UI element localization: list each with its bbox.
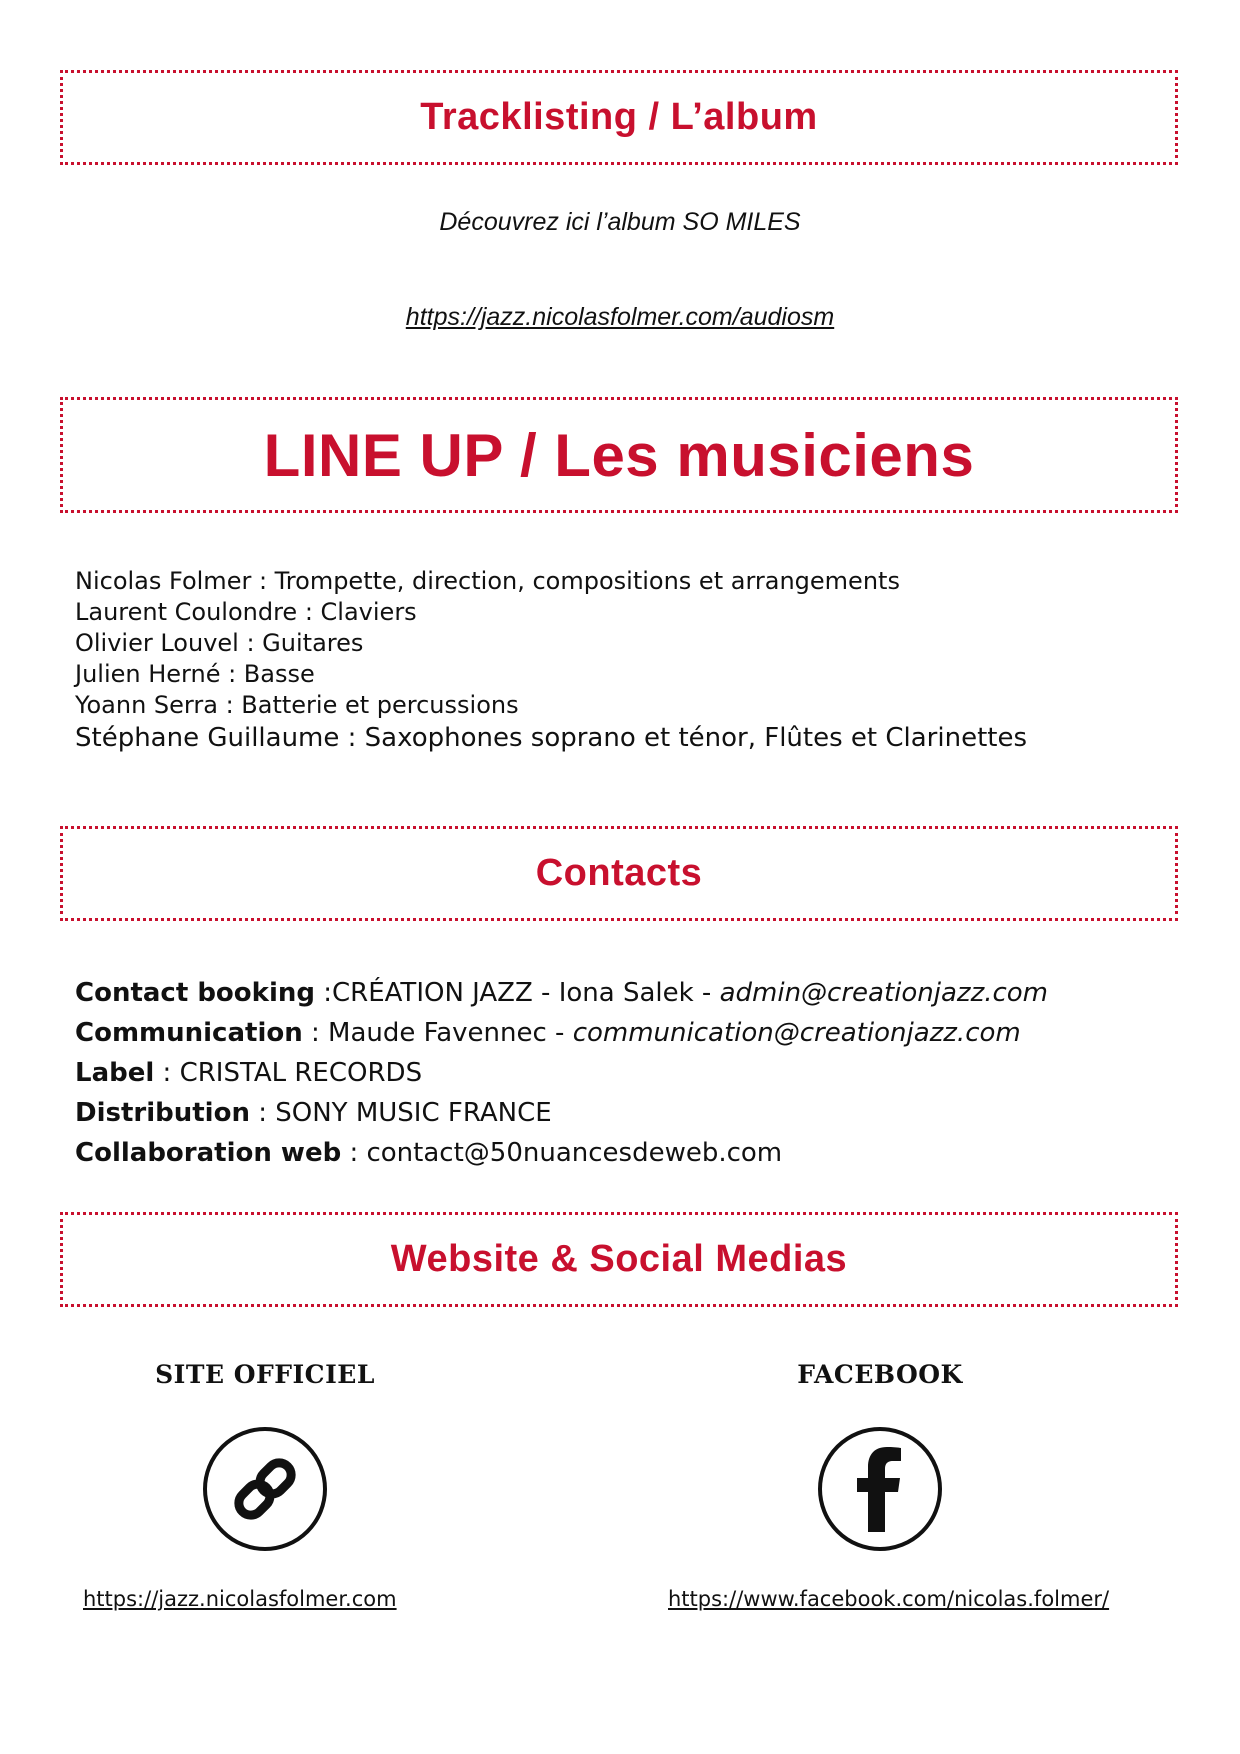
social-header-box: [60, 1212, 1178, 1307]
facebook-url[interactable]: https://www.facebook.com/nicolas.folmer/: [668, 1587, 1110, 1611]
musician-item: Laurent Coulondre : Claviers: [75, 598, 417, 626]
contact-distribution-row: [75, 1093, 1195, 1133]
lineup-header-box: [60, 397, 1178, 513]
site-officiel-label: SITE OFFICIEL: [155, 1360, 375, 1389]
contact-booking-sep: :: [314, 978, 333, 1008]
contacts-title: Contacts: [535, 852, 703, 894]
facebook-label: FACEBOOK: [797, 1360, 963, 1389]
contacts-list: [75, 973, 1195, 1173]
contact-communication-label: Communication: [75, 1018, 303, 1048]
contact-communication-row: [75, 1013, 1195, 1053]
contact-booking-value: CRÉATION JAZZ - Iona Salek -: [332, 978, 720, 1008]
contact-distribution-value: SONY MUSIC FRANCE: [275, 1098, 552, 1128]
musician-item: Nicolas Folmer : Trompette, direction, compositions et arrangements: [75, 567, 900, 595]
tracklisting-header-box: [60, 70, 1178, 165]
facebook-icon[interactable]: [818, 1427, 942, 1551]
contact-label-row: [75, 1053, 1195, 1093]
musician-item: Olivier Louvel : Guitares: [75, 629, 364, 657]
album-link[interactable]: https://jazz.nicolasfolmer.com/audiosm: [405, 303, 835, 331]
contact-communication-value: Maude Favennec -: [328, 1018, 573, 1048]
musician-item: Julien Herné : Basse: [75, 660, 315, 688]
contact-web-sep: :: [341, 1138, 367, 1168]
contact-distribution-sep: :: [249, 1098, 276, 1128]
contact-web-label: Collaboration web: [75, 1138, 342, 1168]
lineup-title: LINE UP / Les musiciens: [263, 421, 975, 489]
contact-web-value[interactable]: contact@50nuancesdeweb.com: [366, 1138, 783, 1168]
contact-booking-label: Contact booking: [75, 978, 315, 1008]
contacts-header-box: [60, 826, 1178, 921]
musicians-list: [75, 566, 1175, 754]
site-officiel-column: [100, 1360, 430, 1551]
facebook-column: [715, 1360, 1045, 1551]
contact-label-value: CRISTAL RECORDS: [179, 1058, 423, 1088]
social-title: Website & Social Medias: [390, 1238, 848, 1280]
musician-item: Yoann Serra : Batterie et percussions: [75, 691, 519, 719]
album-link-row: [0, 303, 1240, 332]
site-officiel-url[interactable]: https://jazz.nicolasfolmer.com: [83, 1587, 397, 1611]
contact-communication-sep: :: [302, 1018, 329, 1048]
musician-item: Stéphane Guillaume : Saxophones soprano et ténor, Flûtes et Clarinettes: [75, 723, 1027, 753]
album-intro-text: Découvrez ici l’album SO MILES: [439, 208, 801, 236]
link-icon[interactable]: [203, 1427, 327, 1551]
contact-label-label: Label: [75, 1058, 155, 1088]
contact-booking-email[interactable]: admin@creationjazz.com: [719, 978, 1049, 1008]
contact-communication-email[interactable]: communication@creationjazz.com: [572, 1018, 1021, 1048]
contact-booking-row: [75, 973, 1195, 1013]
contact-label-sep: :: [154, 1058, 180, 1088]
contact-web-row: [75, 1133, 1195, 1173]
contact-distribution-label: Distribution: [75, 1098, 250, 1128]
tracklisting-title: Tracklisting / L’album: [420, 96, 818, 138]
